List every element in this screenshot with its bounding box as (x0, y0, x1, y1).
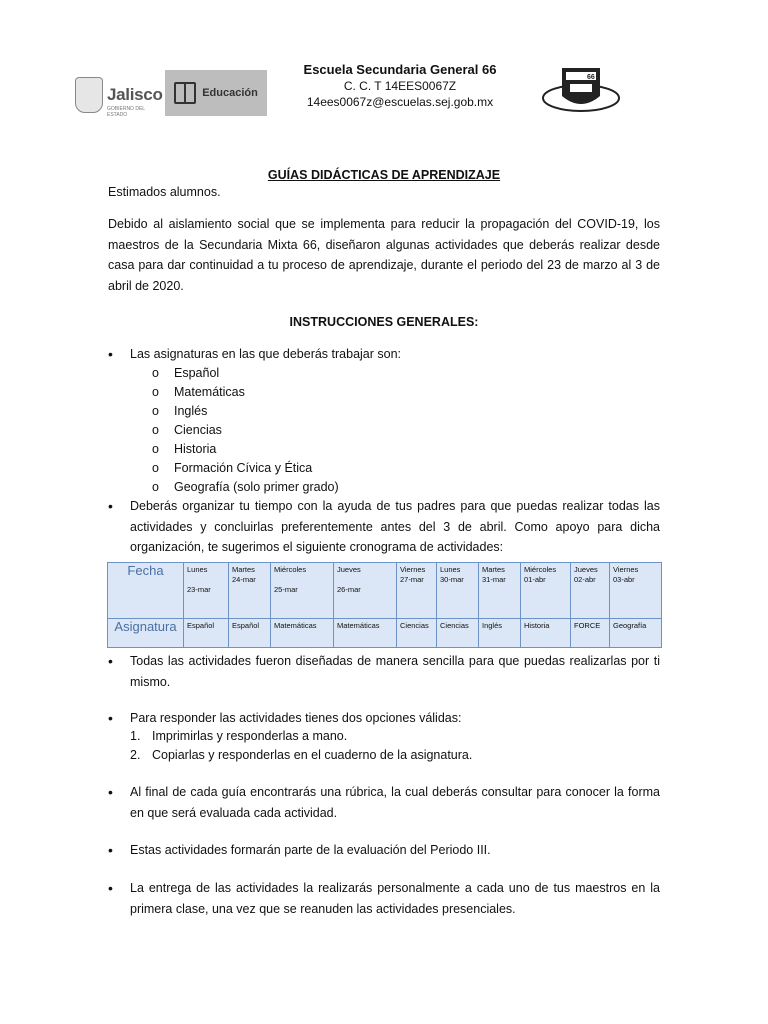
subject-cell: Matemáticas (271, 619, 334, 648)
subject-cell: Español (229, 619, 271, 648)
bullet-text: Estas actividades formarán parte de la evaluación del Periodo III. (130, 843, 491, 857)
bullet-text: Al final de cada guía encontrarás una rúbrica, la cual deberás consultar para conocer la forma en que será evaluada cada actividad. (130, 785, 660, 820)
school-crest-icon (540, 62, 622, 118)
asignatura-label: Asignatura (108, 619, 184, 648)
date-cell: Miércoles 25-mar (271, 563, 334, 619)
bullet-delivery (108, 878, 660, 919)
school-cct: C. C. T 14EES0067Z (343, 79, 457, 93)
state-seal-icon (75, 77, 103, 113)
date-cell: Viernes 27-mar (397, 563, 437, 619)
option-item: 1. Imprimirlas y responderlas a mano. (130, 729, 348, 743)
subject-item: o Formación Cívica y Ética (152, 461, 313, 475)
school-info (290, 62, 510, 110)
intro-paragraph: Debido al aislamiento social que se implementa para reducir la propagación del COVID-19, los maestros de la Secundaria Mixta 66, diseñaron algunas actividades que deberás realizar desde casa para dar continuidad a tu proceso de aprendizaje, durante el periodo del 23 de marzo al 3 de abril de 2020. (108, 217, 660, 293)
subject-cell: Matemáticas (334, 619, 397, 648)
subject-item: o Historia (152, 442, 217, 456)
subject-cell: Ciencias (437, 619, 479, 648)
bullet-text: Para responder las actividades tienes dos opciones válidas: (130, 711, 462, 725)
educacion-logo (165, 70, 267, 116)
schedule-subject-row (108, 619, 662, 648)
bullet-icon: • (108, 498, 113, 514)
date-cell: Lunes 23-mar (184, 563, 229, 619)
book-icon (174, 82, 196, 104)
bullet-icon: • (108, 880, 113, 896)
educacion-logo-text: Educación (202, 87, 258, 99)
bullet-subjects (108, 344, 660, 365)
subject-item: o Inglés (152, 404, 208, 418)
subject-cell: Ciencias (397, 619, 437, 648)
subject-item: o Geografía (solo primer grado) (152, 480, 339, 494)
bullet-organize (108, 496, 660, 558)
bullet-text: Deberás organizar tu tiempo con la ayuda de tus padres para que puedas realizar todas las actividades y concluirlas preferentemente antes del 3 de abril. Como apoyo para dicha organización, te sugerimos el siguiente cronograma de actividades: (130, 499, 660, 554)
bullet-icon: • (108, 842, 113, 858)
bullet-evaluation (108, 840, 660, 861)
date-cell: Jueves 02-abr (571, 563, 610, 619)
jalisco-logo (75, 72, 165, 118)
date-cell: Miércoles 01-abr (521, 563, 571, 619)
date-cell: Lunes 30-mar (437, 563, 479, 619)
subject-item: o Español (152, 366, 220, 380)
bullet-icon: • (108, 710, 113, 726)
bullet-icon: • (108, 784, 113, 800)
schedule-table (107, 562, 662, 648)
bullet-text: Las asignaturas en las que deberás trabajar son: (130, 347, 402, 361)
bullet-text: Todas las actividades fueron diseñadas de manera sencilla para que puedas realizarlas por ti mismo. (130, 654, 660, 689)
bullet-icon: • (108, 346, 113, 362)
date-cell: Jueves 26-mar (334, 563, 397, 619)
bullet-rubric (108, 782, 660, 823)
date-cell: Martes 31-mar (479, 563, 521, 619)
instructions-heading: INSTRUCCIONES GENERALES: (289, 315, 479, 329)
subject-cell: Español (184, 619, 229, 648)
subject-cell: Inglés (479, 619, 521, 648)
subject-item: o Ciencias (152, 423, 222, 437)
subject-cell: FORCE (571, 619, 610, 648)
jalisco-logo-text: Jalisco (107, 85, 163, 104)
bullet-icon: • (108, 653, 113, 669)
fecha-label: Fecha (108, 563, 184, 619)
jalisco-logo-subtext: GOBIERNO DEL ESTADO (107, 106, 145, 118)
bullet-text: La entrega de las actividades la realizarás personalmente a cada uno de tus maestros en la primera clase, una vez que se reanuden las actividades presenciales. (130, 881, 660, 916)
schedule-date-row (108, 563, 662, 619)
school-name: Escuela Secundaria General 66 (303, 62, 497, 77)
subject-cell: Historia (521, 619, 571, 648)
school-email: 14ees0067z@escuelas.sej.gob.mx (306, 95, 494, 109)
crest-number: 66 (587, 74, 595, 81)
option-item: 2. Copiarlas y responderlas en el cuaderno de la asignatura. (130, 748, 473, 762)
subject-cell: Geografía (610, 619, 662, 648)
date-cell: Viernes 03-abr (610, 563, 662, 619)
subject-item: o Matemáticas (152, 385, 245, 399)
greeting: Estimados alumnos. (108, 185, 221, 199)
date-cell: Martes 24-mar (229, 563, 271, 619)
document-title: GUÍAS DIDÁCTICAS DE APRENDIZAJE (267, 168, 501, 182)
bullet-simple (108, 651, 660, 692)
